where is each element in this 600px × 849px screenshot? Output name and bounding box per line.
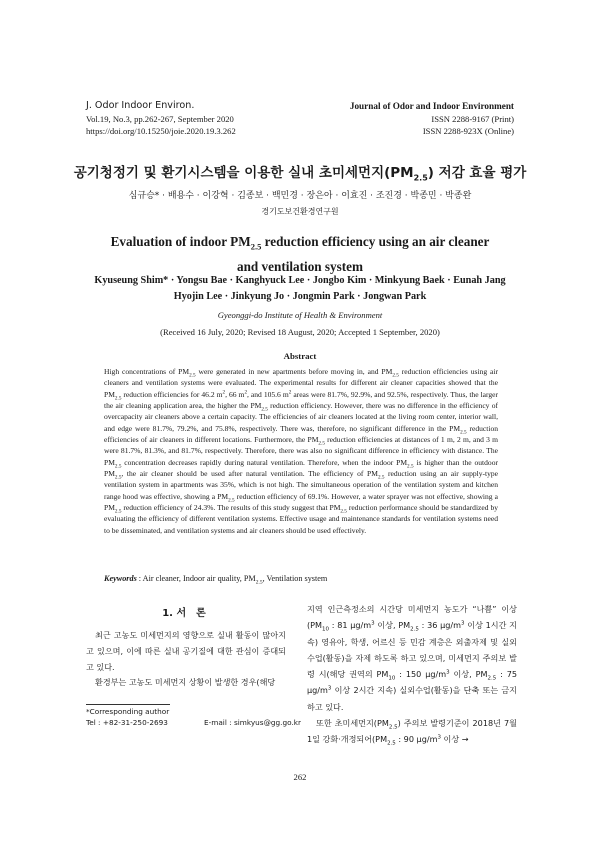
intro-right-column — [307, 601, 517, 748]
footnote-divider — [86, 704, 170, 705]
footnote-email[interactable]: E-mail : simkyus@gg.go.kr — [203, 717, 301, 727]
intro-paragraph-4: 또한 초미세먼지$(PM_{2.5})$ 주의보 발령기준이 2018년 7월 1일 강화·개정되어($PM_{2.5}$ : 90 $\mu g/m^3$ 이상 → — [307, 718, 518, 747]
intro-left-column — [86, 628, 286, 691]
korean-title: 공기청정기 및 환기시스템을 이용한 실내 초미세먼지$(PM_{2.5})$ 저감 효율 평가 — [73, 165, 527, 183]
issn-online: ISSN 2288-923X (Online) — [422, 126, 514, 136]
journal-short-name: J. Odor Indoor Environ. — [86, 100, 195, 111]
footnote-label: *Corresponding author — [86, 707, 170, 716]
journal-volume: Vol.19, No.3, pp.262-267, September 2020 — [86, 113, 234, 124]
corresponding-author-footnote — [86, 707, 301, 728]
keywords: Keywords : Air cleaner, Indoor air quality, $PM_{2.5}$, Ventilation system — [104, 574, 328, 586]
english-affiliation: Gyeonggi-do Institute of Health & Environment — [217, 310, 383, 320]
korean-authors: 심규승* · 배용수 · 이강혁 · 김종보 · 백민경 · 장은아 · 이효진 · 조진경 · 박종민 · 박종완 — [128, 191, 472, 201]
intro-paragraph-2: 환경부는 고농도 미세먼지 상황이 발생한 경우(해당 — [95, 677, 276, 688]
english-authors: Kyuseung Shim* · Yongsu Bae · Kanghyuck Lee · Jongbo Kim · Minkyung Baek · Eunah Jang Hyojin Lee · Jinkyung Jo · Jongmin Park · Jongwan Park — [94, 275, 506, 302]
issn-print: ISSN 2288-9167 (Print) — [431, 113, 514, 124]
english-title: Evaluation of indoor $PM_{2.5}$ reduction efficiency using an air cleaner and ventilation system — [110, 234, 490, 274]
footnote-tel: Tel : +82-31-250-2693 — [86, 717, 168, 727]
abstract-heading: Abstract — [283, 351, 317, 361]
page-number: 262 — [293, 772, 307, 782]
journal-full-name: Journal of Odor and Indoor Environment — [349, 101, 514, 111]
section-heading-introduction: 1. 서 론 — [162, 608, 206, 619]
received-dates: (Received 16 July, 2020; Revised 18 August, 2020; Accepted 1 September, 2020) — [160, 327, 440, 337]
doi-link[interactable]: https://doi.org/10.15250/joie.2020.19.3.262 — [86, 126, 236, 136]
abstract-body: High concentrations of $PM_{2.5}$ were generated in new apartments before moving in, and $PM_{2.5}$ reduction efficiencies using air cleaners and ventilation systems were evaluated. The experimental results for different air cleaner capacities showed that the $PM_{2.5}$ reduction efficiencies for 46.2 $m^2$, 66 $m^2$, and 105.6 $m^2$ areas were 81.7%, 92.9%, and 92.5%, respectively. Thus, the larger the air cleaning application area, the higher the $PM_{2.5}$ reduction efficiency. However, there was no difference in the efficiency of overcapacity air cleaners above a certain capacity. The efficiencies of air cleaners located at the living room center, interior wall, and edge were 81.7%, 79.2%, and 75.8%, respectively. There was, therefore, no significant difference in the $PM_{2.5}$ reduction efficiencies of air cleaners in different locations. Furthermore, the $PM_{2.5}$ reduction efficiencies at distances of 1 m, 2 m, and 3 m were 81.7%, 81.3%, and 81.7%, respectively. Therefore, there was also no significant difference in efficiency with distance. The $PM_{2.5}$ concentration decreases rapidly during natural ventilation. Therefore, when the indoor $PM_{2.5}$ is higher than the outdoor $PM_{2.5}$, the air cleaner should be used after natural ventilation. The efficiency of $PM_{2.5}$ reduction using an air supply-type ventilation system in apartments was 35%, which is not high. The simultaneous operation of the ventilation system and kitchen range hood was effective, showing a $PM_{2.5}$ reduction efficiency of 69.1%. However, a water sprayer was not effective, showing a $PM_{2.5}$ reduction efficiency of 24.3%. The results of this study suggest that $PM_{2.5}$ reduction performance should be standardized by evaluating the efficiency of different ventilation systems. Effective usage and maintenance standards for ventilation systems need to be disseminated, and ventilation systems and air cleaners should be used effectively. — [104, 367, 499, 535]
journal-header-left — [86, 100, 236, 138]
intro-paragraph-1: 최근 고농도 미세먼지의 영향으로 실내 활동이 많아지고 있으며, 이에 따른 실내 공기질에 대한 관심이 증대되고 있다. — [86, 630, 286, 672]
journal-header-right — [350, 100, 514, 138]
intro-paragraph-3: 지역 인근측정소의 시간당 미세먼지 농도가 “나쁨” 이상($PM_{10}$ : 81 $\mu g/m^3$ 이상, $PM_{2.5}$ : 36 $\mu g/m^3$ 이상 1시간 지속) 영유아, 학생, 어르신 등 민감 계층은 외출자제 및 실외수업(활동)을 자제 하도록 하고 있으며, 미세먼지 주의보 발령 시(해당 권역의 $PM_{10}$ : 150 $\mu g/m^3$ 이상, $PM_{2.5}$ : 75 $\mu g/m^3$ 이상 2시간 지속) 실외수업(활동)을 단축 또는 금지 하고 있다. — [307, 604, 517, 712]
korean-affiliation: 경기도보건환경연구원 — [261, 207, 339, 216]
